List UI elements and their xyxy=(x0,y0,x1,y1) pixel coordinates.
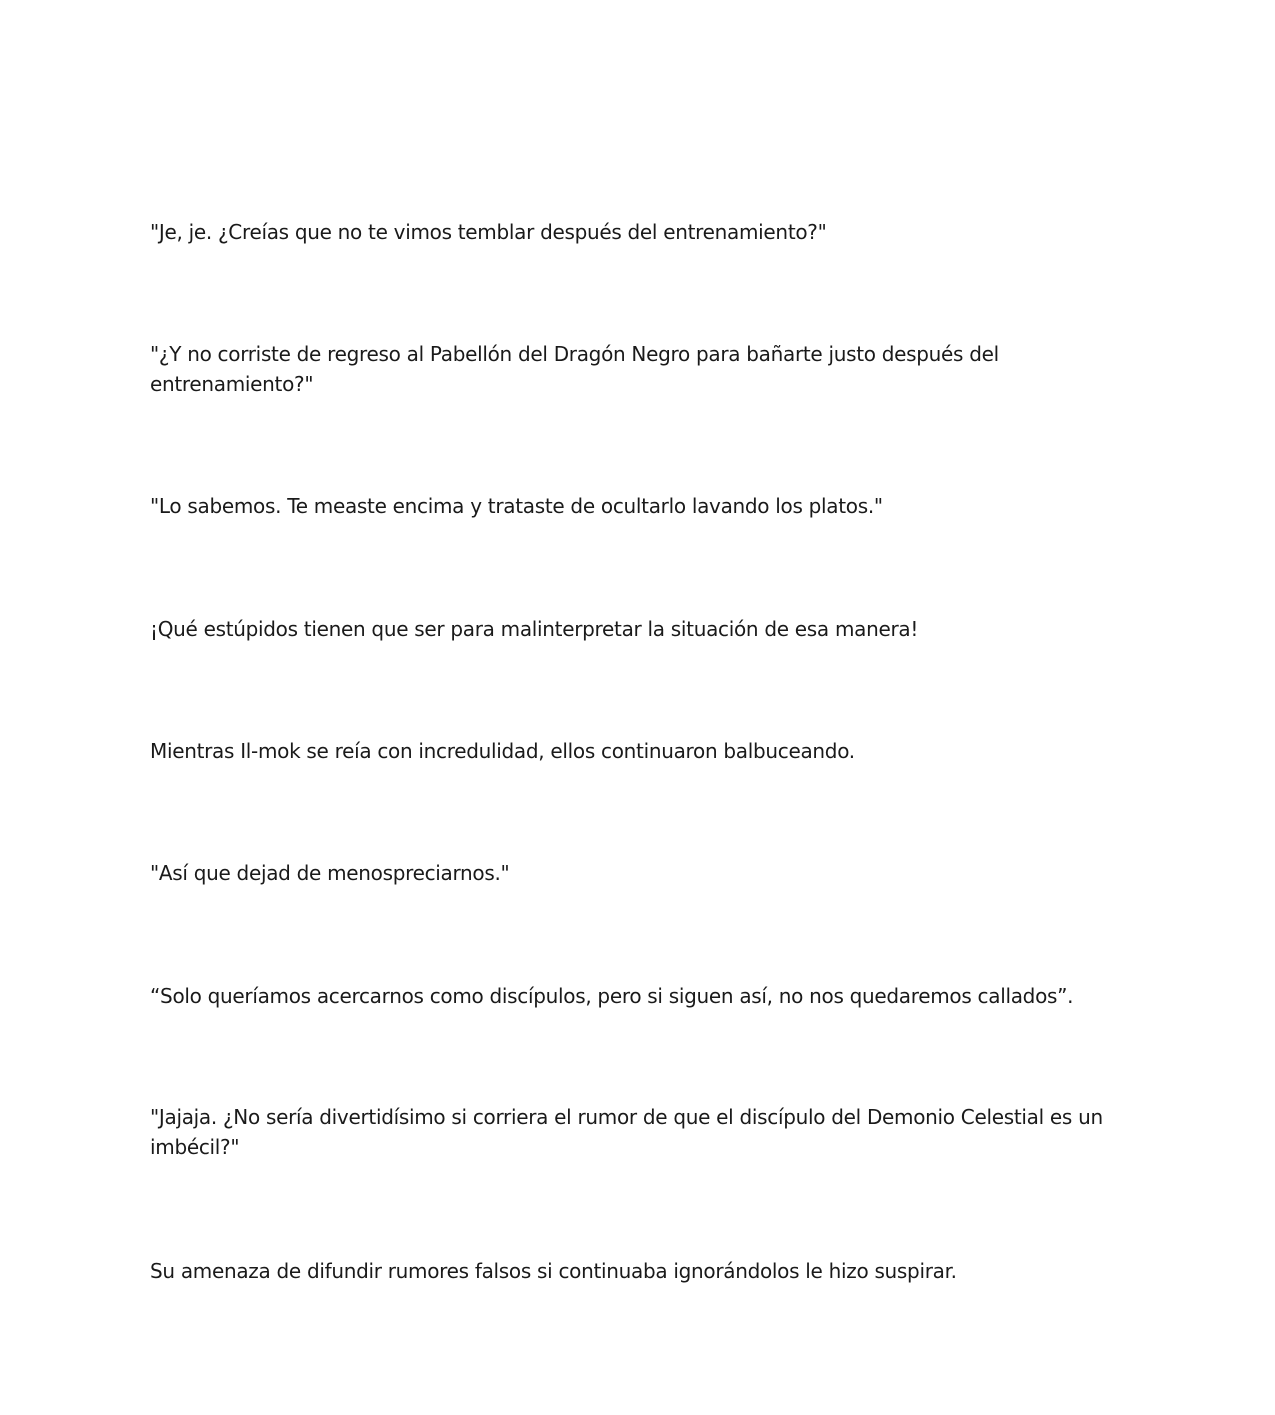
paragraph-7: “Solo queríamos acercarnos como discípulos, pero si siguen así, no nos quedaremos callados”. xyxy=(150,984,1074,1008)
paragraph-3: "Lo sabemos. Te measte encima y trataste de ocultarlo lavando los platos." xyxy=(150,494,883,518)
paragraph-9: Su amenaza de difundir rumores falsos si continuaba ignorándolos le hizo suspirar. xyxy=(150,1259,957,1283)
paragraph-4: ¡Qué estúpidos tienen que ser para malinterpretar la situación de esa manera! xyxy=(150,617,919,641)
paragraph-6: "Así que dejad de menospreciarnos." xyxy=(150,861,510,885)
paragraph-8: "Jajaja. ¿No sería divertidísimo si corriera el rumor de que el discípulo del Demonio Celestial es un imbécil?" xyxy=(150,1105,1103,1159)
paragraph-2: "¿Y no corriste de regreso al Pabellón del Dragón Negro para bañarte justo después del entrenamiento?" xyxy=(150,342,999,396)
paragraph-1: "Je, je. ¿Creías que no te vimos temblar después del entrenamiento?" xyxy=(150,220,827,244)
paragraph-5: Mientras Il-mok se reía con incredulidad, ellos continuaron balbuceando. xyxy=(150,739,855,763)
